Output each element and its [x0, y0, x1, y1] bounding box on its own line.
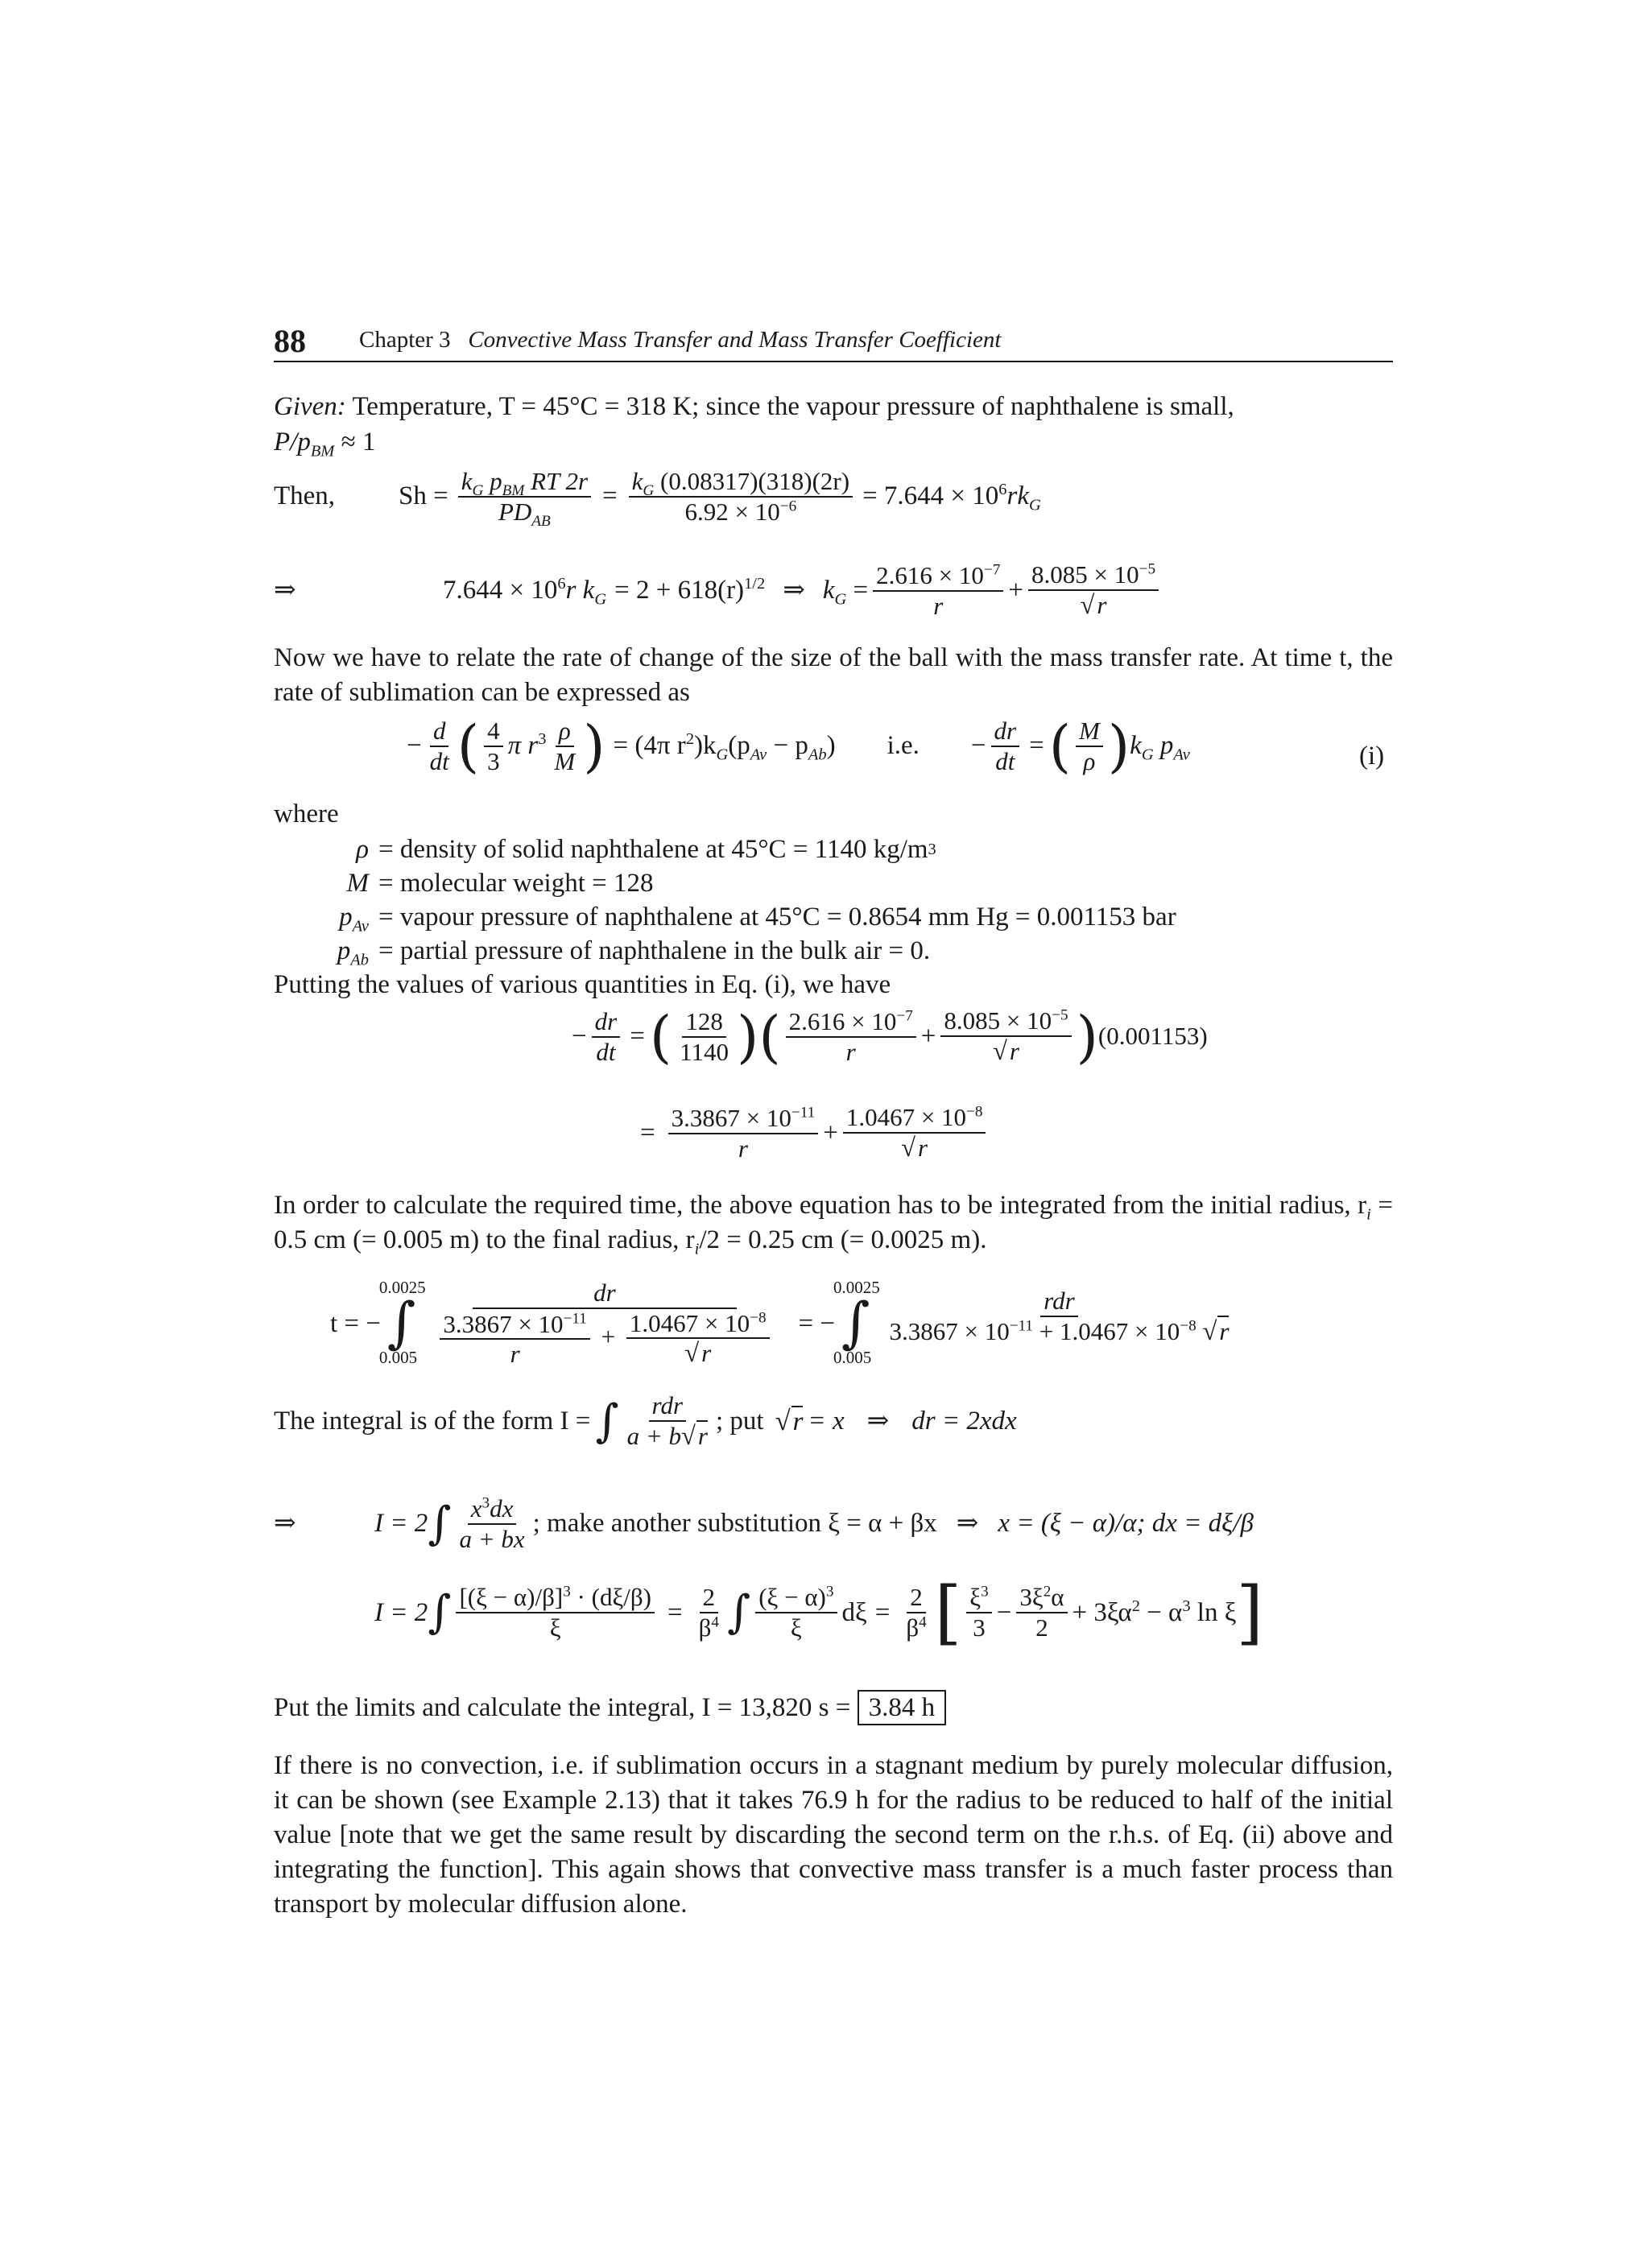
given-line — [274, 390, 1234, 424]
equation-sherwood: Then, Sh = $\frac{k_G p_{BM} RT 2r}{PD_{AB}}$ = $\frac{k_G (0.08317)(318)(2r)}{6.92 \times 10^{-6}}$ = $7.644 \times 10^6rk_G$ — [274, 467, 1041, 530]
page-number: 88 — [274, 323, 306, 359]
equation-i: − $\frac{d}{dt}$ ( $\frac{4}{3}$ π $r^3$ $\frac{\rho}{M}$ ) = (4π $r^2)k_G(p_{Av} - p_{Ab})$ i.e. − $\frac{dr}{dt}$ = ( $\frac{M}{\rho}$ ) $k_G$ $p_{Av}$ — [407, 713, 1190, 779]
chapter-title: Convective Mass Transfer and Mass Transfer Coefficient — [468, 327, 1002, 353]
paragraph-conclusion: If there is no convection, i.e. if sublimation occurs in a stagnant medium by purely molecular diffusion, it can be shown (see Example 2.13) that it takes 76.9 h for the radius to be reduced to half of the initial value [note that we get the same result by discarding the second term on the r.h.s. of Eq. (ii) above and integrating the function]. This again shows that convective mass transfer is a much faster process than transport by molecular diffusion alone. — [274, 1751, 1393, 1919]
given-text: Temperature, T = 45°C = 318 K; since the vapour pressure of naphthalene is small, — [345, 392, 1234, 421]
running-head — [359, 325, 1001, 356]
equation-putting-2: = $\frac{3.3867 \times 10^{-11}}{r}$ + $\frac{1.0467 \times 10^{-8}}{√r}$ — [640, 1103, 990, 1163]
fraction-kg-1: $\frac{2.616 \times 10^{-7}}{r}$ — [873, 561, 1003, 620]
equation-label-i: (i) — [1359, 742, 1385, 770]
fraction-kg-2: $\frac{8.085 \times 10^{-5}}{√r}$ — [1028, 560, 1159, 621]
equation-putting: − $\frac{dr}{dt}$ = ( $\frac{128}{1140}$ ) ( $\frac{2.616 \times 10^{-7}}{r}$ + $\frac{8.085 \times 10^{-5}}{√r}$ ) (0.001153) — [572, 1003, 1208, 1070]
fraction-sh-1: $\frac{k_G p_{BM} RT 2r}{PD_{AB}}$ — [458, 467, 591, 526]
definition-m: M = molecular weight = 128 — [346, 868, 654, 898]
equation-time: t = − 0.0025 ∫ 0.005 dr $\frac{3.3867 \times 10^{-11}}{r}$ + $\frac{1.0467 \times 10^{-8}}{√r}$ = − 0.0025 ∫ 0.005 $\frac{\text{rdr}}{3.3867 \times 10^{-11} + 1.0467 \times 10^{-8} √r}$ — [330, 1278, 1230, 1369]
equation-integral-form: The integral is of the form I = ∫ $\frac{\text{rdr}}{a + b√r}$ ; put √r = x ⇒ dr = 2xdx — [274, 1391, 1017, 1451]
fraction-sh-2: $\frac{k_G (0.08317)(318)(2r)}{6.92 \times 10^{-6}}$ — [629, 467, 853, 526]
equation-substitution: ⇒ I = 2 ∫ $\frac{x^3dx}{a + bx}$ ; make another substitution ξ = α + βx ⇒ x = (ξ − α)/α; dx = dξ/β — [274, 1494, 1254, 1553]
result-boxed-value: 3.84 h — [858, 1690, 947, 1725]
definition-pab: $p_{Ab}$ = partial pressure of naphthalene in the bulk air = 0. — [337, 936, 931, 969]
definition-rho: ρ = density of solid naphthalene at 45°C = 1140 kg/m 3 — [356, 834, 936, 864]
header-rule — [274, 361, 1393, 362]
putting-text: Putting the values of various quantities in Eq. (i), we have — [274, 970, 891, 999]
paragraph-rate: Now we have to relate the rate of change of the size of the ball with the mass transfer rate. At time t, the rate of sublimation can be expressed as — [274, 643, 1393, 707]
definition-pav: $p_{Av}$ = vapour pressure of naphthalene at 45°C = 0.8654 mm Hg = 0.001153 bar — [339, 902, 1176, 936]
definitions — [274, 832, 1393, 968]
result-line: Put the limits and calculate the integral, I = 13,820 s = 3.84 h — [274, 1691, 946, 1725]
equation-integral-result: I = 2 ∫ $\frac{[(\xi - \alpha)/\beta]^3 \cdot (d\xi/\beta)}{\xi}$ = $\frac{2}{\beta^4}$ ∫ $\frac{(\xi - \alpha)^3}{\xi}$ dξ = $\frac{2}{\beta^4}$ [ $\frac{\xi^3}{3}$ − $\frac{3\xi^2\alpha}{2}$ + $3\xi\alpha^2 - \alpha^3$ ln ξ ] — [374, 1572, 1263, 1653]
given-label: Given: — [274, 392, 346, 421]
where-label: where — [274, 799, 339, 828]
given-ratio: $P/p_{BM} \approx 1$ — [274, 428, 376, 461]
paragraph-integrate: In order to calculate the required time, the above equation has to be integrated from the initial radius, $r_i = 0.5$ cm (= 0.005 m) to the final radius, $r_i/2 = 0.25$ cm (= 0.0025 m). — [274, 1191, 1393, 1258]
equation-kg: ⇒ $7.644 \times 10^6r$ $k_G$ = $2 + 618(r)^{1/2}$ ⇒ $k_G$ = $\frac{2.616 \times 10^{-7}}{r}$ + $\frac{8.085 \times 10^{-5}}{√r}$ — [274, 560, 1163, 621]
chapter-label: Chapter 3 — [359, 327, 451, 353]
